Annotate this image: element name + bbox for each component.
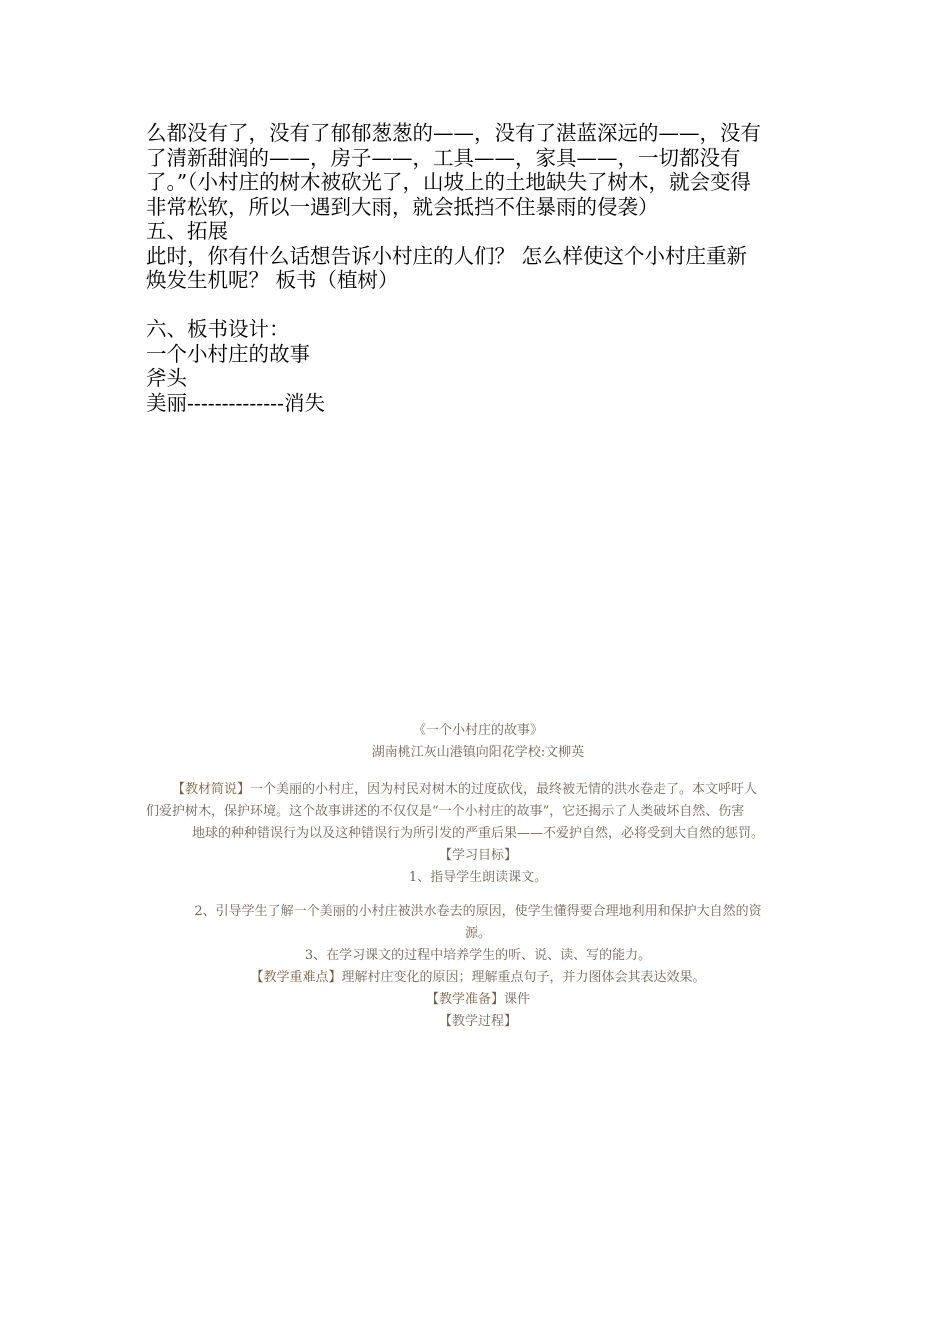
textbook-intro <box>146 779 810 845</box>
text-line: 了。”（小村庄的树木被砍光了，山坡上的土地缺失了树木，就会变得 <box>146 170 751 194</box>
intro-tag: 【教材简说】 <box>172 782 251 797</box>
text-line: 焕发生机呢？ 板书（植树） <box>146 268 399 292</box>
lesson-plan-header-section <box>146 720 810 1033</box>
section-heading-board-design: 六、板书设计： <box>146 317 290 341</box>
preparation-line <box>146 989 810 1011</box>
board-item: 美丽--------------消失 <box>146 390 325 415</box>
goal-line: 2、引导学生了解一个美丽的小村庄被洪水卷去的原因，使学生懂得要合理地利用和保护大自然的资 <box>194 904 762 919</box>
board-item: 斧头 <box>146 366 187 390</box>
preparation-text: 课件 <box>504 992 531 1007</box>
goal-item: 1、指导学生朗读课文。 <box>408 870 548 885</box>
difficulty-line <box>146 967 810 989</box>
lesson-plan-continuation <box>146 121 810 415</box>
lesson-title: 《一个小村庄的故事》 <box>412 723 543 738</box>
goals-heading: 【学习目标】 <box>438 848 517 863</box>
process-heading: 【教学过程】 <box>438 1014 517 1029</box>
intro-text: 一个美丽的小村庄，因为村民对树木的过度砍伐，最终被无情的洪水卷走了。本文呼吁人 <box>250 782 758 797</box>
section-heading-extension: 五、拓展 <box>146 219 228 243</box>
intro-line: 地球的种种错误行为以及这种错误行为所引发的严重后果——不爱护自然，必将受到大自然的惩罚。 <box>191 826 764 841</box>
difficulty-text: 理解村庄变化的原因；理解重点句子，并力图体会其表达效果。 <box>341 970 706 985</box>
preparation-tag: 【教学准备】 <box>425 992 504 1007</box>
intro-line <box>146 779 810 801</box>
text-line: 此时，你有什么话想告诉小村庄的人们？ 怎么样使这个小村庄重新 <box>146 243 748 268</box>
intro-line: 们爱护树木，保护环境。这个故事讲述的不仅仅是“一个小村庄的故事”，它还揭示了人类破坏自然、伤害 <box>146 804 745 819</box>
goal-item <box>146 901 810 945</box>
difficulty-tag: 【教学重难点】 <box>250 970 342 985</box>
text-line: 么都没有了，没有了郁郁葱葱的——，没有了湛蓝深远的——，没有 <box>146 121 761 145</box>
goal-item: 3、在学习课文的过程中培养学生的听、说、读、写的能力。 <box>304 948 652 963</box>
text-line: 非常松软，所以一遇到大雨，就会抵挡不住暴雨的侵袭） <box>146 194 659 219</box>
author-line: 湖南桃江灰山港镇向阳花学校:文柳英 <box>371 745 585 760</box>
board-title: 一个小村庄的故事 <box>146 341 310 366</box>
blank-line <box>146 293 810 318</box>
text-line: 了清新甜润的——，房子——，工具——，家具——，一切都没有 <box>146 145 741 170</box>
goal-line: 源。 <box>464 926 491 941</box>
